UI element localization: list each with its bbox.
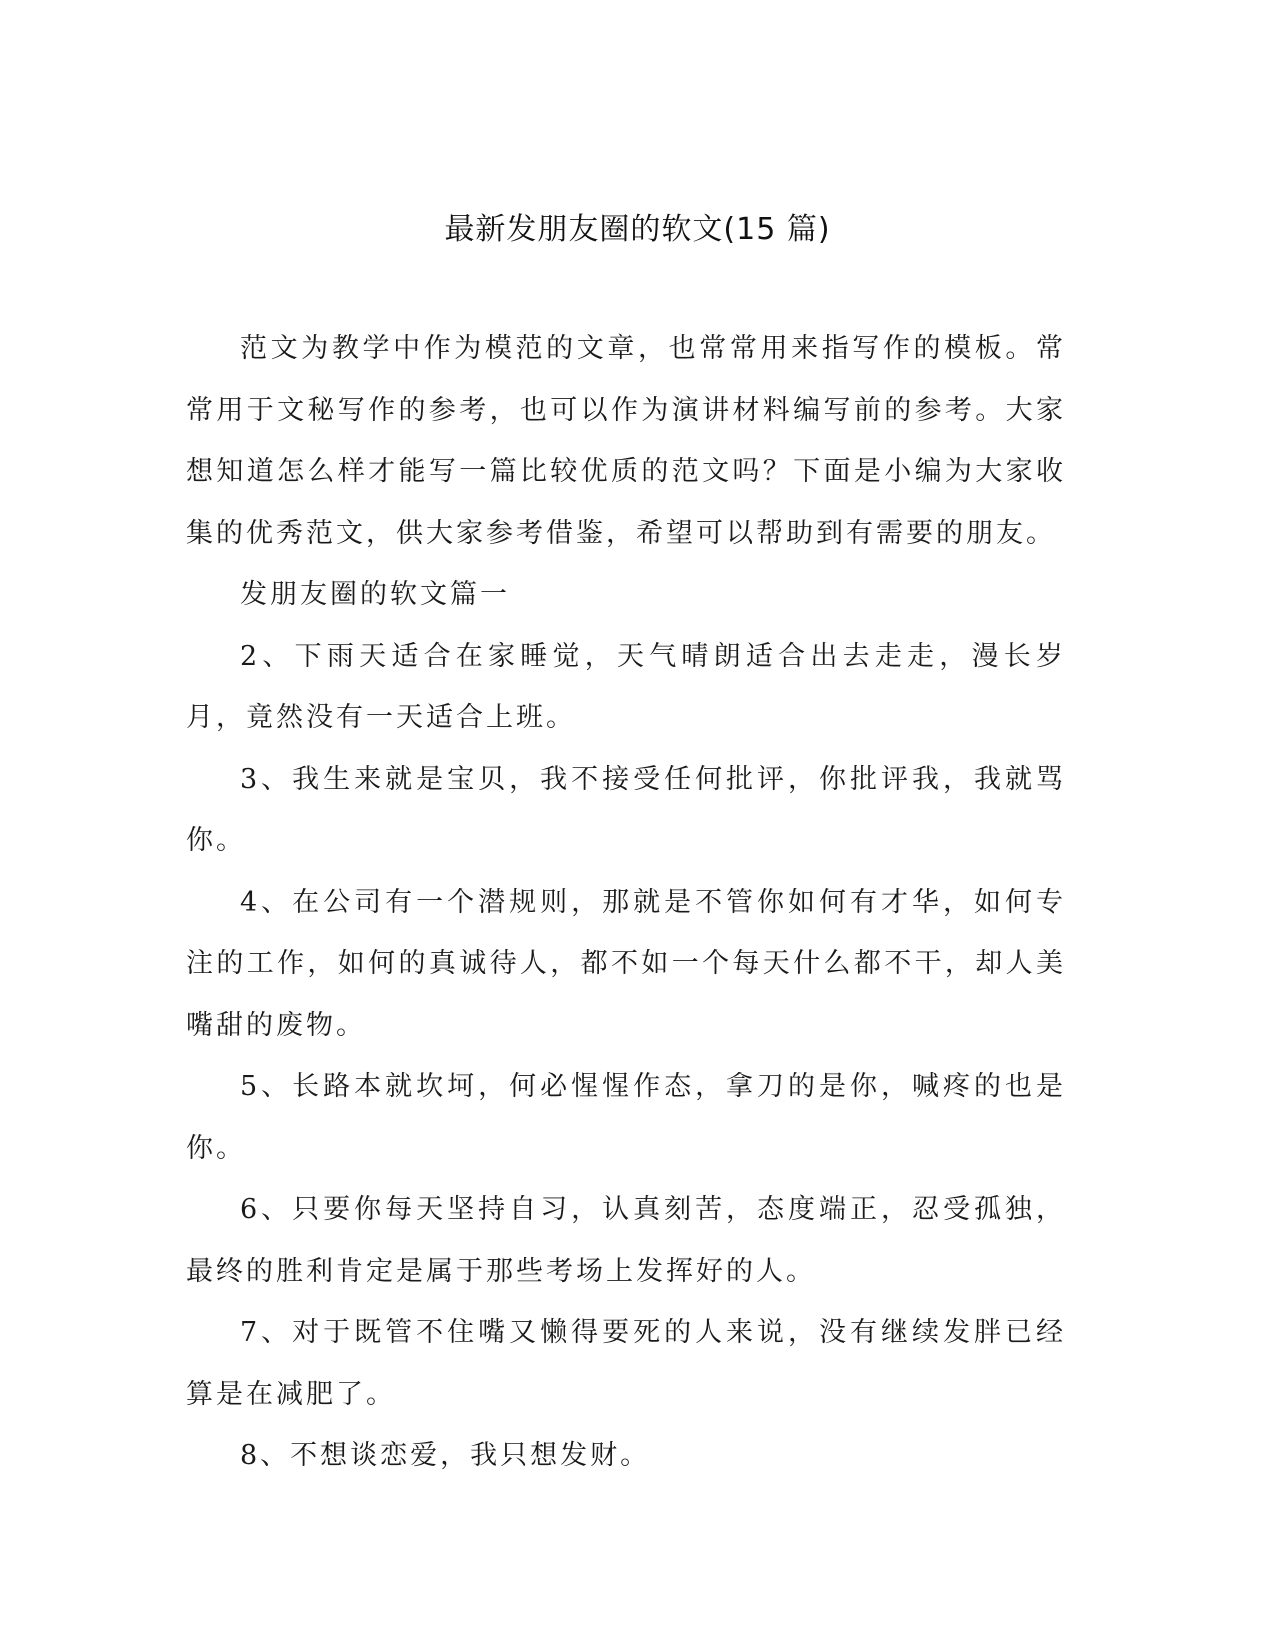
- list-item: 6、只要你每天坚持自习，认真刻苦，态度端正，忍受孤独，最终的胜利肯定是属于那些考场上发挥好的人。: [186, 1194, 1066, 1287]
- intro-paragraph: 范文为教学中作为模范的文章，也常常用来指写作的模板。常常用于文秘写作的参考，也可以作为演讲材料编写前的参考。大家想知道怎么样才能写一篇比较优质的范文吗？下面是小编为大家收集的优秀范文，供大家参考借鉴，希望可以帮助到有需要的朋友。: [186, 333, 1066, 549]
- section-heading: 发朋友圈的软文篇一: [240, 579, 510, 610]
- list-item: 5、长路本就坎坷，何必惺惺作态，拿刀的是你，喊疼的也是你。: [186, 1071, 1066, 1164]
- list-item: 3、我生来就是宝贝，我不接受任何批评，你批评我，我就骂你。: [186, 763, 1066, 856]
- list-item: 2、下雨天适合在家睡觉，天气晴朗适合出去走走，漫长岁月，竟然没有一天适合上班。: [186, 640, 1066, 733]
- list-item: 7、对于既管不住嘴又懒得要死的人来说，没有继续发胖已经算是在减肥了。: [186, 1317, 1066, 1410]
- document-title: 最新发朋友圈的软文(15 篇): [444, 212, 831, 247]
- list-item: 8、不想谈恋爱，我只想发财。: [240, 1440, 651, 1471]
- document-body: [186, 318, 1066, 1487]
- list-item: 4、在公司有一个潜规则，那就是不管你如何有才华，如何专注的工作，如何的真诚待人，都不如一个每天什么都不干，却人美嘴甜的废物。: [186, 886, 1066, 1041]
